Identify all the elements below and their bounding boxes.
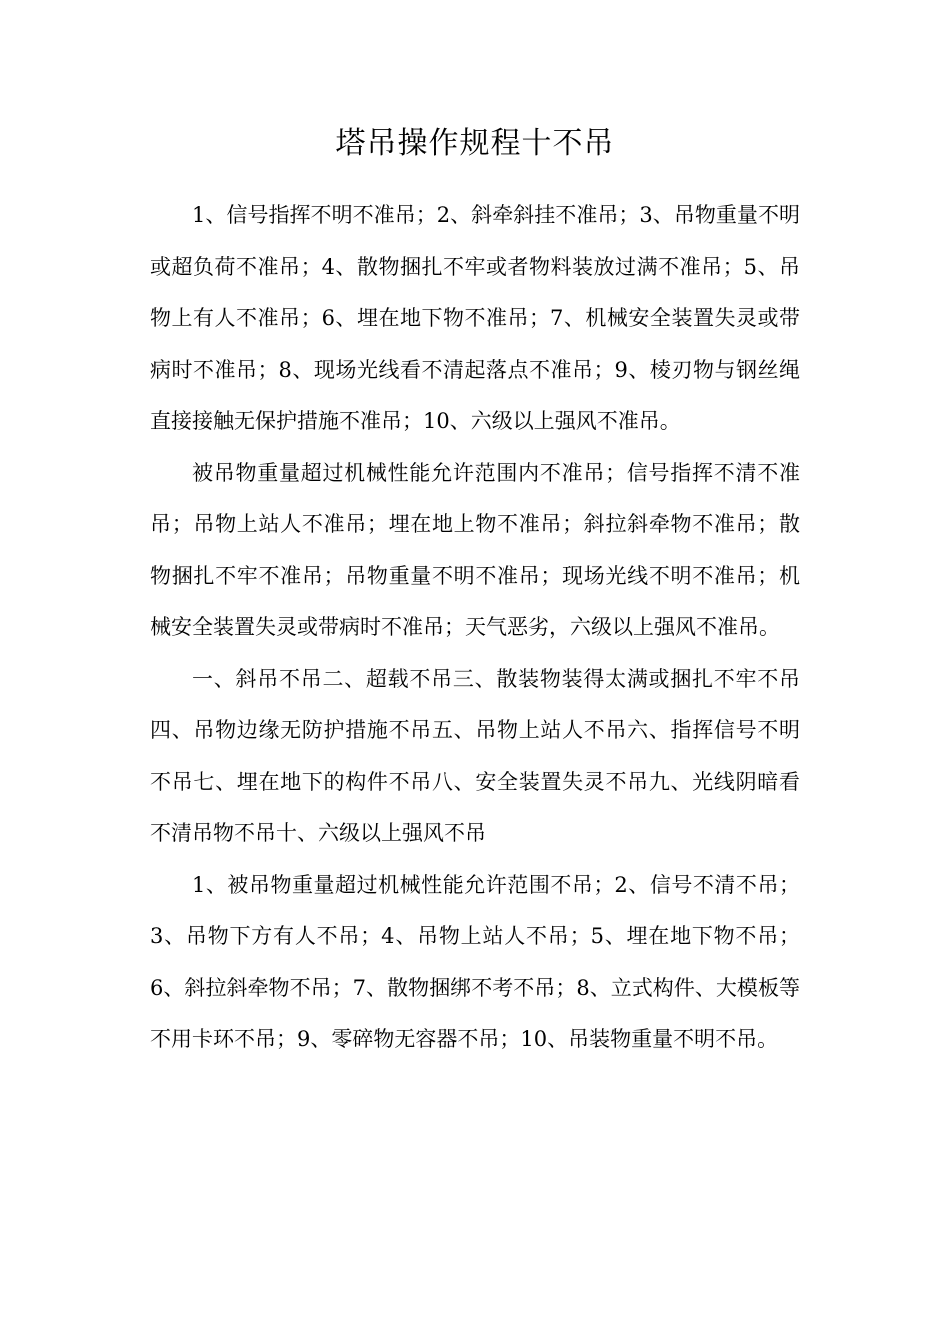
document-title: 塔吊操作规程十不吊 bbox=[335, 126, 615, 161]
paragraph-4: 1、被吊物重量超过机械性能允许范围不吊；2、信号不清不吊；3、吊物下方有人不吊；4、吊物上站人不吊；5、埋在地下物不吊；6、斜拉斜牵物不吊；7、散物捆绑不考不吊；8、立式构件、大模板等不用卡环不吊；9、零碎物无容器不吊；10、吊装物重量不明不吊。 bbox=[150, 872, 800, 1051]
paragraph-1: 1、信号指挥不明不准吊；2、斜牵斜挂不准吊；3、吊物重量不明或超负荷不准吊；4、散物捆扎不牢或者物料装放过满不准吊；5、吊物上有人不准吊；6、埋在地下物不准吊；7、机械安全装置失灵或带病时不准吊；8、现场光线看不清起落点不准吊；9、棱刃物与钢丝绳直接接触无保护措施不准吊；10、六级以上强风不准吊。 bbox=[150, 203, 800, 433]
paragraph-2: 被吊物重量超过机械性能允许范围内不准吊；信号指挥不清不准吊；吊物上站人不准吊；埋在地上物不准吊；斜拉斜牵物不准吊；散物捆扎不牢不准吊；吊物重量不明不准吊；现场光线不明不准吊；机械安全装置失灵或带病时不准吊；天气恶劣，六级以上强风不准吊。 bbox=[150, 460, 800, 639]
document-body bbox=[150, 190, 800, 1066]
paragraph-3: 一、斜吊不吊二、超载不吊三、散装物装得太满或捆扎不牢不吊四、吊物边缘无防护措施不吊五、吊物上站人不吊六、指挥信号不明不吊七、埋在地下的构件不吊八、安全装置失灵不吊九、光线阴暗看不清吊物不吊十、六级以上强风不吊 bbox=[150, 666, 800, 845]
